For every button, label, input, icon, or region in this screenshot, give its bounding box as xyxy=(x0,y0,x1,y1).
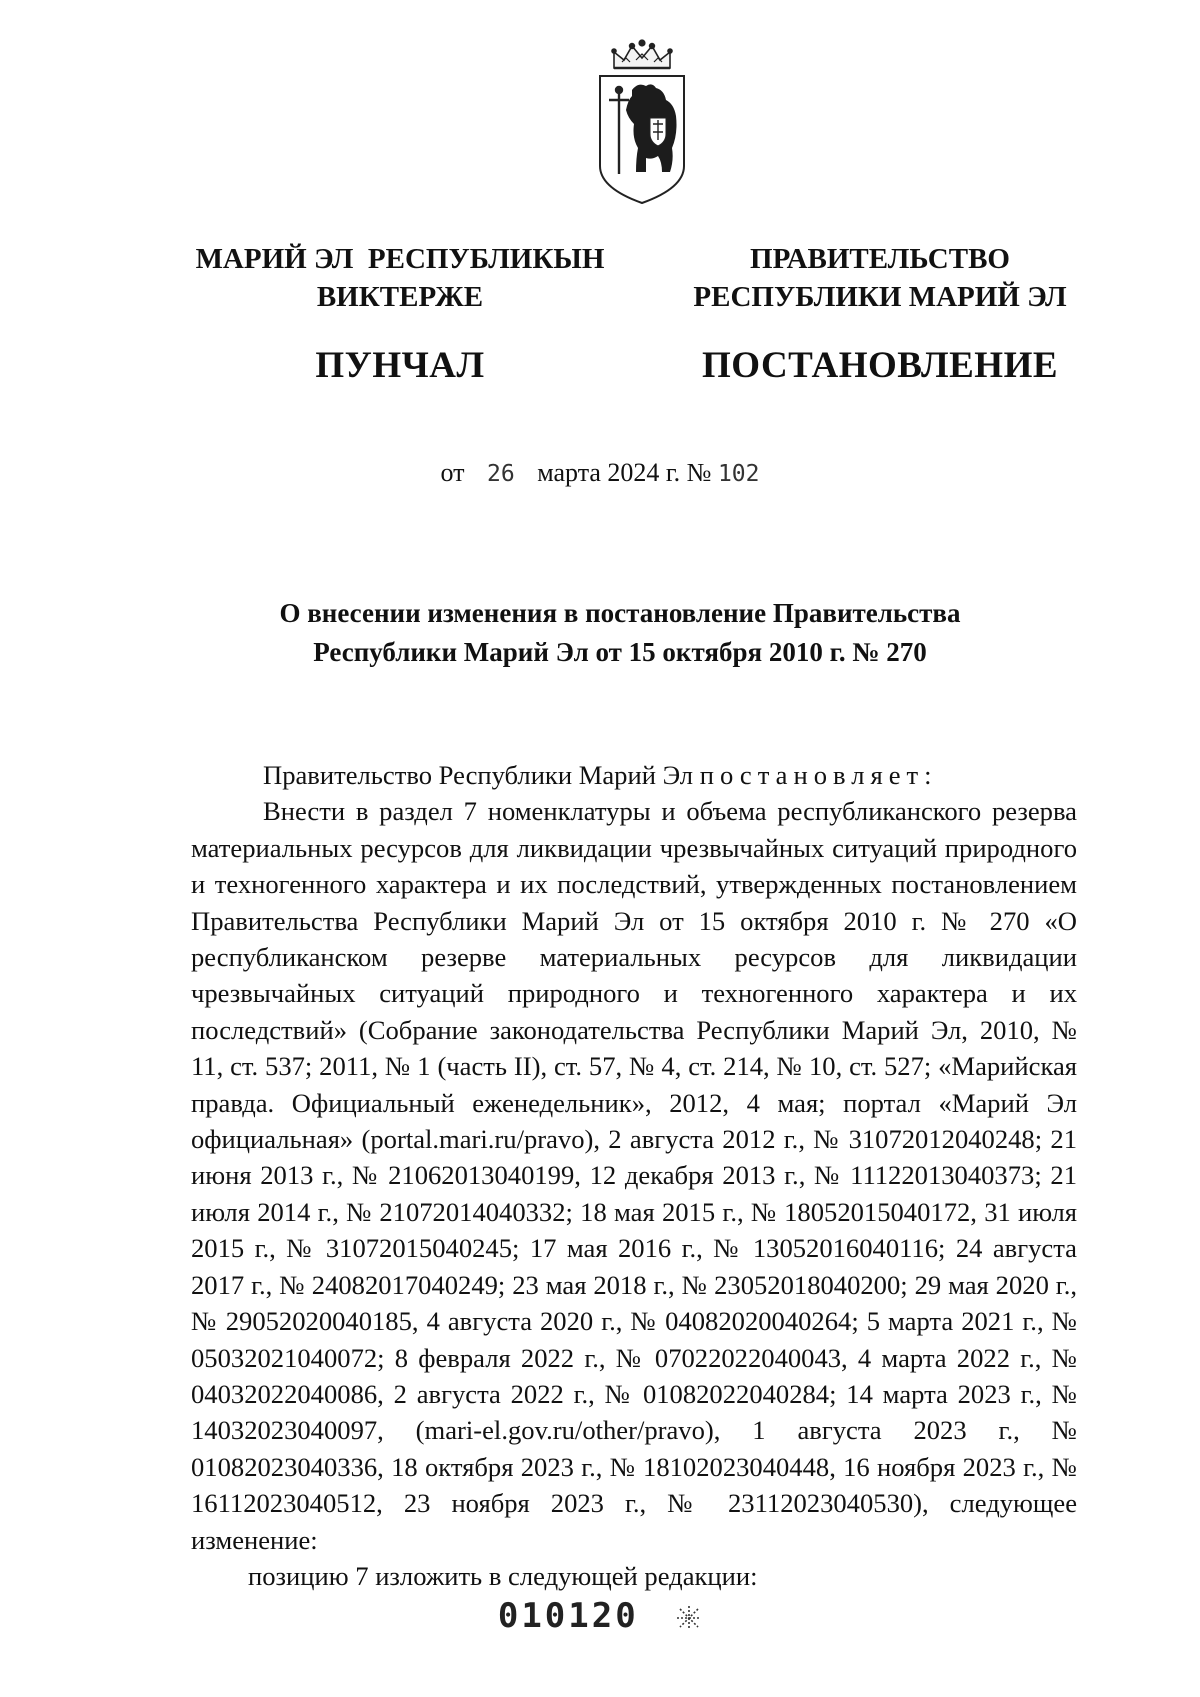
date-prefix: от xyxy=(440,458,465,487)
header-russian-line1: ПРАВИТЕЛЬСТВО xyxy=(750,243,1010,275)
header-mari-line1: МАРИЙ ЭЛ РЕСПУБЛИКЫН xyxy=(195,243,605,275)
header-russian-line2: РЕСПУБЛИКИ МАРИЙ ЭЛ xyxy=(693,281,1067,313)
date-month-year: марта 2024 г. № xyxy=(537,458,712,487)
title-line1: О внесении изменения в постановление Правительства xyxy=(279,598,961,628)
date-line xyxy=(0,458,1200,488)
header-russian-doc-type: ПОСТАНОВЛЕНИЕ xyxy=(701,345,1059,386)
coat-of-arms-emblem xyxy=(592,38,692,208)
main-paragraph: Внести в раздел 7 номенклатуры и объема республиканского резерва материальных ресурсов для ликвидации чрезвычайных ситуаций природного и техногенного характера и их последствий, утвержденных постановлением Правительства Республики Марий Эл от 15 октября 2010 г. № 270 «О республиканском резерве материальных ресурсов для ликвидации чрезвычайных ситуаций природного и техногенного характера и их последствий» (Собрание законодательства Республики Марий Эл, 2010, № 11, ст. 537; 2011, № 1 (часть II), ст. 57, № 4, ст. 214, № 10, ст. 527; «Марийская правда. Официальный еженедельник», 2012, 4 мая; портал «Марий Эл официальная» (portal.mari.ru/pravo), 2 августа 2012 г., № 31072012040248; 21 июня 2013 г., № 21062013040199, 12 декабря 2013 г., № 11122013040373; 21 июля 2014 г., № 21072014040332; 18 мая 2015 г., № 18052015040172, 31 июля 2015 г., № 31072015040245; 17 мая 2016 г., № 13052016040116; 24 августа 2017 г., № 24082017040249; 23 мая 2018 г., № 23052018040200; 29 мая 2020 г., № 29052020040185, 4 августа 2020 г., № 04082020040264; 5 марта 2021 г., № 05032021040072; 8 февраля 2022 г., № 07022022040043, 4 марта 2022 г., № 04032022040086, 2 августа 2022 г., № 01082022040284; 14 марта 2023 г., № 14032023040097, (mari-el.gov.ru/other/pravo), 1 августа 2023 г., № 01082023040336, 18 октября 2023 г., № 18102023040448, 16 ноября 2023 г., № 16112023040512, 23 ноября 2023 г., № 23112023040530), следующее изменение: xyxy=(191,796,1077,1555)
closing-line: позицию 7 изложить в следующей редакции: xyxy=(248,1560,758,1591)
header-mari-doc-type: ПУНЧАЛ xyxy=(315,345,485,386)
header-mari xyxy=(180,240,620,388)
document-title xyxy=(260,594,980,672)
preamble-text: Правительство Республики Марий Эл xyxy=(263,760,700,790)
header-russian xyxy=(680,240,1080,388)
serial-stamp xyxy=(0,1596,1200,1636)
preamble xyxy=(191,757,1077,793)
title-line2: Республики Марий Эл от 15 октября 2010 г. № 270 xyxy=(313,637,927,667)
document-body xyxy=(191,757,1077,1594)
asterisk-mark-icon xyxy=(676,1605,702,1631)
header-mari-line2: ВИКТЕРЖЕ xyxy=(316,281,484,313)
preamble-verb: постановляет: xyxy=(699,760,938,790)
serial-number: 010120 xyxy=(497,1596,639,1636)
date-day: 26 xyxy=(487,461,515,487)
document-number: 102 xyxy=(717,461,760,487)
